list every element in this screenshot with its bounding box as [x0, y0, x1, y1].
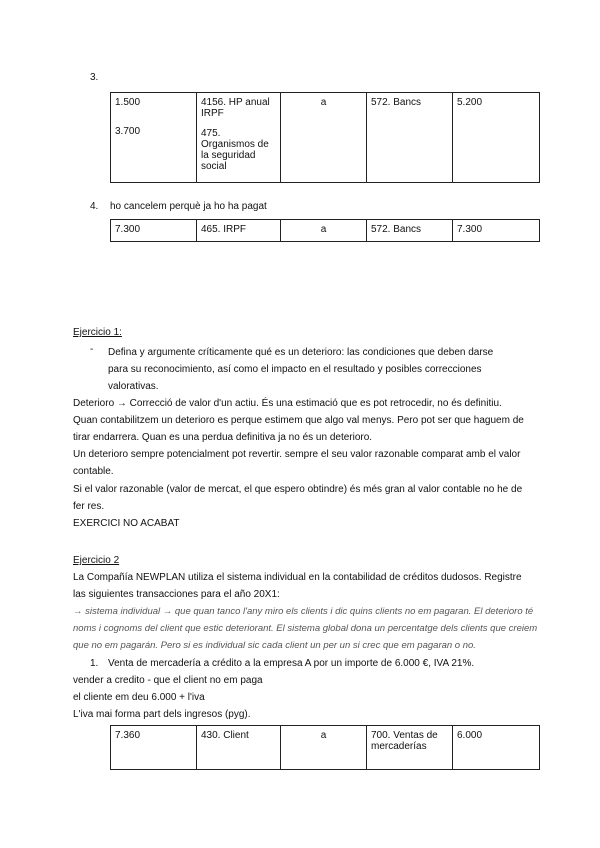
journal-entry-4 [110, 219, 540, 242]
credit-account: 700. Ventas de mercaderías [367, 726, 453, 770]
explanation-line: L'iva mai forma part dels ingresos (pyg). [73, 709, 251, 720]
question-line: valorativas. [108, 381, 159, 392]
answer-paragraph: fer res. [73, 501, 105, 512]
answer-paragraph: tirar endarrera. Quan es una perdua definitiva ja no és un deterioro. [73, 432, 373, 443]
explanation-line: el cliente em deu 6.000 + l'iva [73, 692, 205, 703]
question-line: Defina y argumente críticamente qué es un deterioro: las condiciones que deben darse [108, 347, 494, 358]
debit-amount: 7.360 [111, 726, 197, 770]
credit-amount: 6.000 [453, 726, 540, 770]
debit-amount: 7.300 [111, 220, 197, 242]
answer-paragraph: contable. [73, 466, 114, 477]
item-1-number: 1. [90, 658, 99, 669]
separator: a [281, 93, 367, 183]
answer-paragraph: Si el valor razonable (valor de mercat, el que espero obtindre) és més gran al valor contable no he de [73, 484, 523, 495]
bullet-dash: - [90, 344, 94, 355]
item-3-number: 3. [90, 72, 99, 83]
debit-accounts [197, 93, 281, 183]
credit-amount: 7.300 [453, 220, 540, 242]
exercise-2-title: Ejercicio 2 [73, 555, 120, 566]
exercise-1-title: Ejercicio 1: [73, 327, 122, 338]
debit-amount: 3.700 [115, 126, 141, 137]
status-note: EXERCICI NO ACABAT [73, 518, 180, 529]
answer-paragraph: Un deterioro sempre potencialment pot revertir. sempre el seu valor razonable comparat amb el valor [73, 449, 521, 460]
note-line: que no em pagarán. Pero si es individual sic cada client un per un si crec que em pagaran o no. [73, 640, 476, 651]
credit-account: 572. Bancs [367, 220, 453, 242]
item-4-text: ho cancelem perquè ja ho ha pagat [110, 201, 267, 212]
credit-account: 572. Bancs [367, 93, 453, 183]
debit-amounts [111, 93, 197, 183]
debit-account: 475. Organismos de la seguridad social [201, 128, 269, 172]
note-line: → sistema individual → que quan tanco l'any miro els clients i dic quins clients no em pagaran. El deterioro té [73, 606, 534, 617]
debit-account: 465. IRPF [197, 220, 281, 242]
question-line: para su reconocimiento, así como el impacto en el resultado y posibles correcciones [108, 364, 482, 375]
item-1-text: Venta de mercadería a crédito a la empresa A por un importe de 6.000 €, IVA 21%. [108, 658, 475, 669]
answer-paragraph: Quan contabilitzem un deterioro es perque estimem que algo val menys. Pero pot ser que haguem de [73, 415, 524, 426]
note-line: noms i cognoms del client que estic deteriorant. El sistema global dona un percentatge dels clients que creiem [73, 623, 538, 634]
debit-account: 4156. HP anual IRPF [201, 97, 270, 119]
statement-line: La Compañía NEWPLAN utiliza el sistema individual en la contabilidad de créditos dudosos. Registre [73, 572, 522, 583]
journal-entry-ex2 [110, 725, 540, 770]
credit-amount: 5.200 [453, 93, 540, 183]
debit-account: 430. Client [197, 726, 281, 770]
explanation-line: vender a credito - que el client no em paga [73, 675, 263, 686]
separator: a [281, 726, 367, 770]
journal-entry-3 [110, 92, 540, 183]
item-4-number: 4. [90, 201, 99, 212]
answer-paragraph: Deterioro → Correcció de valor d'un actiu. És una estimació que es pot retrocedir, no és definitiu. [73, 398, 502, 409]
separator: a [281, 220, 367, 242]
debit-amount: 1.500 [115, 97, 141, 108]
statement-line: las siguientes transacciones para el año 20X1: [73, 589, 280, 600]
